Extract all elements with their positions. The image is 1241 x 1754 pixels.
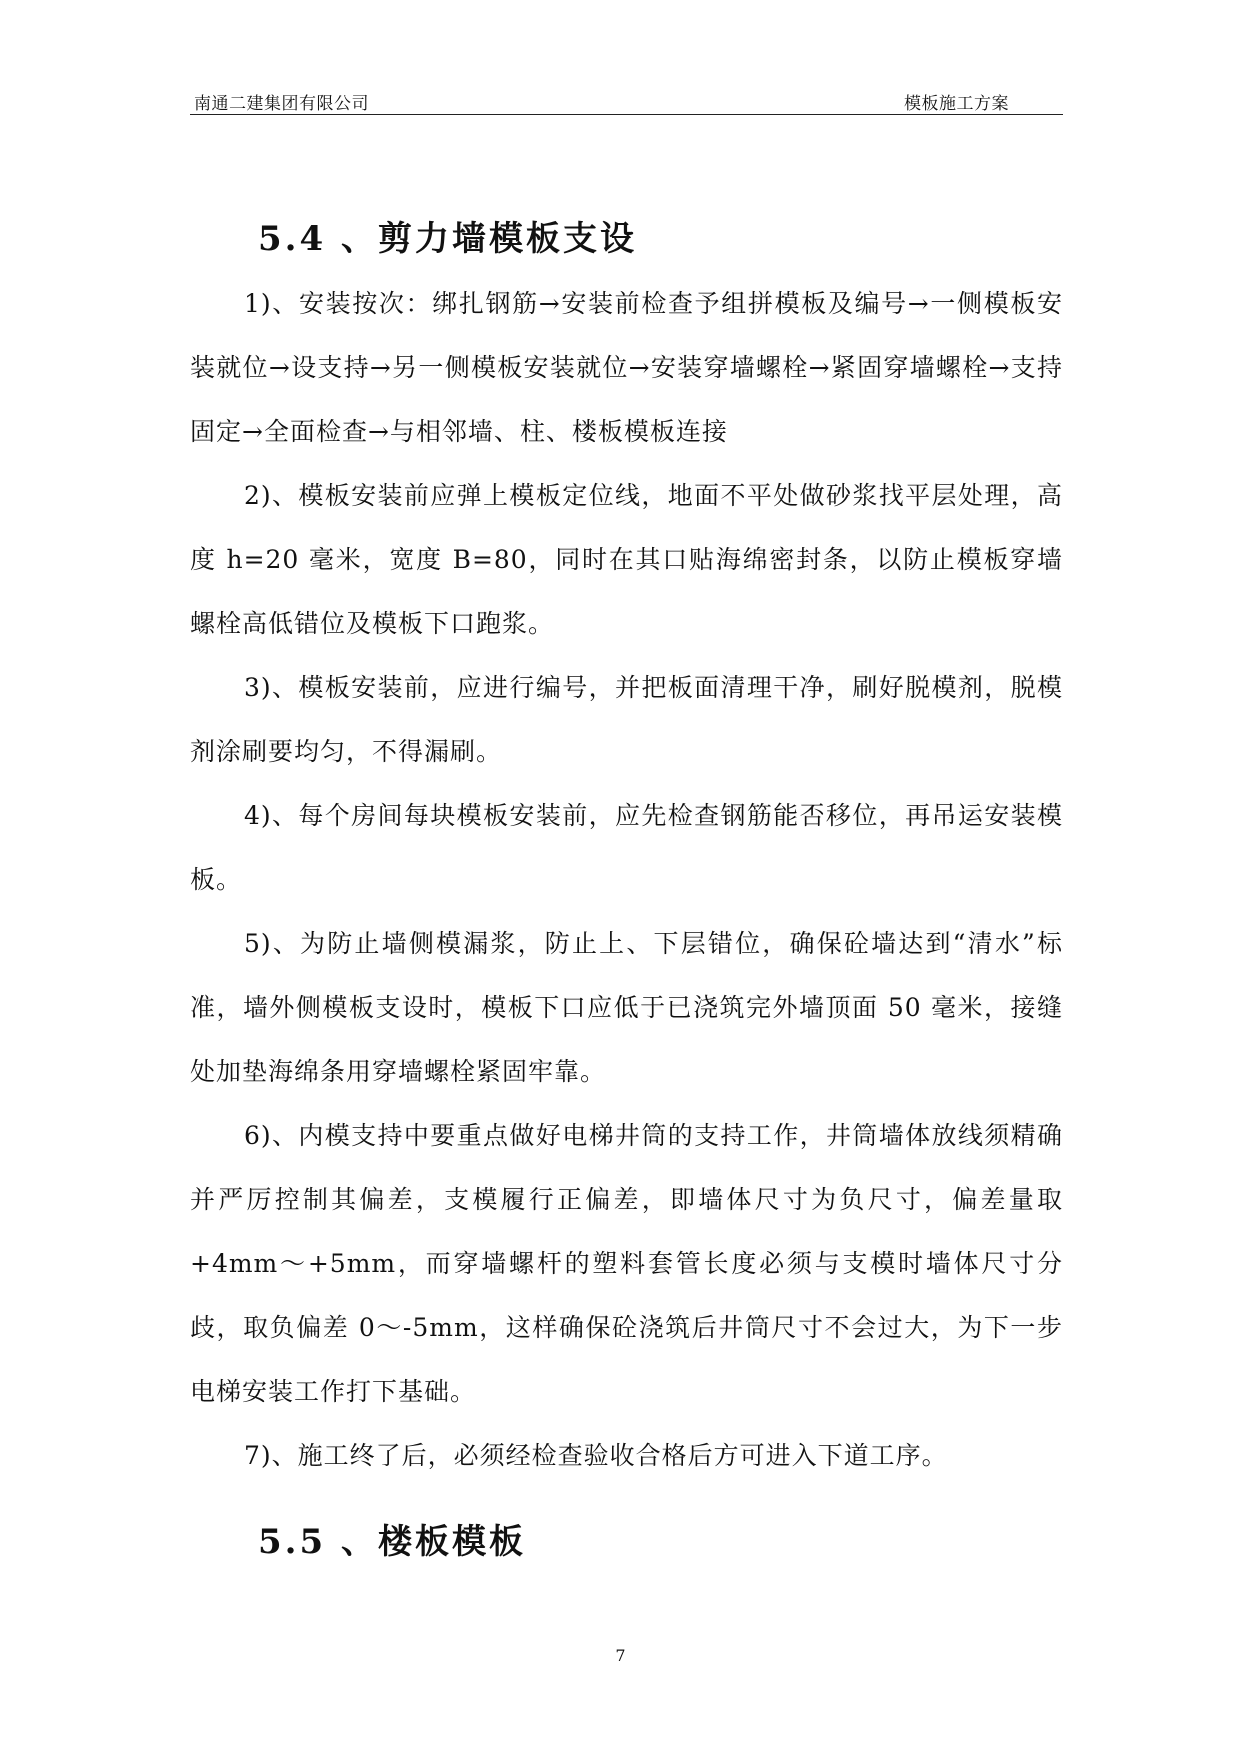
section-heading-5-5: 5.5 、楼板模板 xyxy=(258,1522,526,1562)
section-heading-5-4: 5.4 、剪力墙模板支设 xyxy=(258,219,637,259)
section-body xyxy=(190,272,1063,1488)
paragraph-6: 6)、内模支持中要重点做好电梯井筒的支持工作，井筒墙体放线须精确并严厉控制其偏差，支模履行正偏差，即墙体尺寸为负尺寸，偏差量取+4mm～+5mm，而穿墙螺杆的塑料套管长度必须与支模时墙体尺寸分歧，取负偏差 0～-5mm，这样确保砼浇筑后井筒尺寸不会过大，为下一步电梯安装工作打下基础。 xyxy=(190,1121,1063,1406)
paragraph-3: 3)、模板安装前，应进行编号，并把板面清理干净，刷好脱模剂，脱模剂涂刷要均匀，不得漏刷。 xyxy=(190,673,1063,766)
paragraph-5: 5)、为防止墙侧模漏浆，防止上、下层错位，确保砼墙达到“清水”标准，墙外侧模板支设时，模板下口应低于已浇筑完外墙顶面 50 毫米，接缝处加垫海绵条用穿墙螺栓紧固牢靠。 xyxy=(190,929,1063,1086)
paragraph-4: 4)、每个房间每块模板安装前，应先检查钢筋能否移位，再吊运安装模板。 xyxy=(190,801,1063,894)
paragraph-2: 2)、模板安装前应弹上模板定位线，地面不平处做砂浆找平层处理，高度 h=20 毫米，宽度 B=80，同时在其口贴海绵密封条，以防止模板穿墙螺栓高低错位及模板下口跑浆。 xyxy=(190,481,1063,638)
page-number: 7 xyxy=(615,1646,626,1665)
header-document-title: 模板施工方案 xyxy=(904,94,1009,114)
header-company-name: 南通二建集团有限公司 xyxy=(194,94,369,114)
paragraph-1: 1)、安装按次：绑扎钢筋→安装前检查予组拼模板及编号→一侧模板安装就位→设支持→另一侧模板安装就位→安装穿墙螺栓→紧固穿墙螺栓→支持固定→全面检查→与相邻墙、柱、楼板模板连接 xyxy=(190,289,1063,446)
page-header xyxy=(190,86,1063,115)
paragraph-7: 7)、施工终了后，必须经检查验收合格后方可进入下道工序。 xyxy=(244,1441,948,1470)
